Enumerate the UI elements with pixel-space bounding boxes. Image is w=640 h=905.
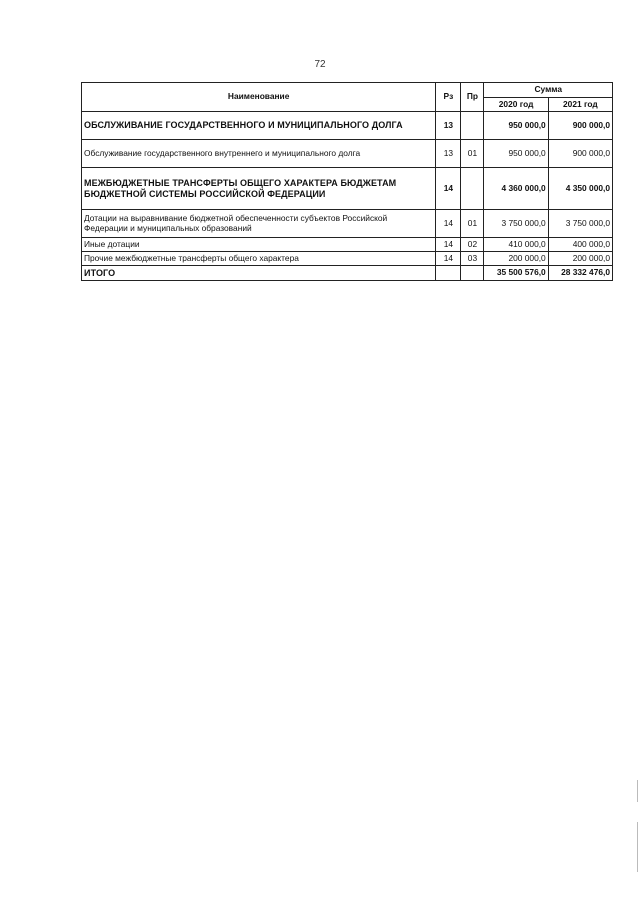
table-row-debt-section xyxy=(82,112,613,140)
row-rz: 13 xyxy=(436,112,461,140)
page-number: 72 xyxy=(314,59,326,70)
row-amount-2021: 3 750 000,0 xyxy=(548,210,612,238)
row-amount-2020: 410 000,0 xyxy=(484,238,548,252)
table-row-equalization xyxy=(82,210,613,238)
row-amount-2021: 200 000,0 xyxy=(548,252,612,266)
row-pr: 03 xyxy=(461,252,484,266)
row-pr xyxy=(461,168,484,210)
row-name: Иные дотации xyxy=(82,238,436,252)
row-name: Дотации на выравнивание бюджетной обеспеченности субъектов Российской Федерации и муниципальных образований xyxy=(82,210,436,238)
row-amount-2021: 900 000,0 xyxy=(548,140,612,168)
row-pr xyxy=(461,112,484,140)
row-rz: 13 xyxy=(436,140,461,168)
row-amount-2020: 4 360 000,0 xyxy=(484,168,548,210)
table-row-total xyxy=(82,266,613,281)
row-name: Прочие межбюджетные трансферты общего характера xyxy=(82,252,436,266)
row-pr: 02 xyxy=(461,238,484,252)
header-name: Наименование xyxy=(82,83,436,112)
row-amount-2020: 950 000,0 xyxy=(484,140,548,168)
total-blank-cell xyxy=(436,266,461,281)
budget-table xyxy=(81,82,613,281)
row-amount-2021: 4 350 000,0 xyxy=(548,168,612,210)
header-sum: Сумма xyxy=(484,83,613,98)
row-pr: 01 xyxy=(461,210,484,238)
header-year-2021: 2021 год xyxy=(548,98,612,112)
table-row-other-grants xyxy=(82,238,613,252)
row-name: МЕЖБЮДЖЕТНЫЕ ТРАНСФЕРТЫ ОБЩЕГО ХАРАКТЕРА БЮДЖЕТАМ БЮДЖЕТНОЙ СИСТЕМЫ РОССИЙСКОЙ ФЕДЕРАЦИИ xyxy=(82,168,436,210)
header-year-2020: 2020 год xyxy=(484,98,548,112)
total-amount-2021: 28 332 476,0 xyxy=(548,266,612,281)
table-row-misc-transfers xyxy=(82,252,613,266)
row-amount-2021: 400 000,0 xyxy=(548,238,612,252)
header-rz: Рз xyxy=(436,83,461,112)
scan-artifact xyxy=(637,822,638,872)
header-pr: Пр xyxy=(461,83,484,112)
total-label: ИТОГО xyxy=(82,266,436,281)
table-row-debt xyxy=(82,140,613,168)
row-rz: 14 xyxy=(436,252,461,266)
row-rz: 14 xyxy=(436,168,461,210)
row-pr: 01 xyxy=(461,140,484,168)
row-name: Обслуживание государственного внутреннего и муниципального долга xyxy=(82,140,436,168)
row-rz: 14 xyxy=(436,210,461,238)
total-amount-2020: 35 500 576,0 xyxy=(484,266,548,281)
row-name: ОБСЛУЖИВАНИЕ ГОСУДАРСТВЕННОГО И МУНИЦИПАЛЬНОГО ДОЛГА xyxy=(82,112,436,140)
row-amount-2021: 900 000,0 xyxy=(548,112,612,140)
row-amount-2020: 200 000,0 xyxy=(484,252,548,266)
total-blank-cell xyxy=(461,266,484,281)
row-amount-2020: 3 750 000,0 xyxy=(484,210,548,238)
row-rz: 14 xyxy=(436,238,461,252)
scan-artifact xyxy=(637,780,638,802)
row-amount-2020: 950 000,0 xyxy=(484,112,548,140)
table-row-transfers-section xyxy=(82,168,613,210)
